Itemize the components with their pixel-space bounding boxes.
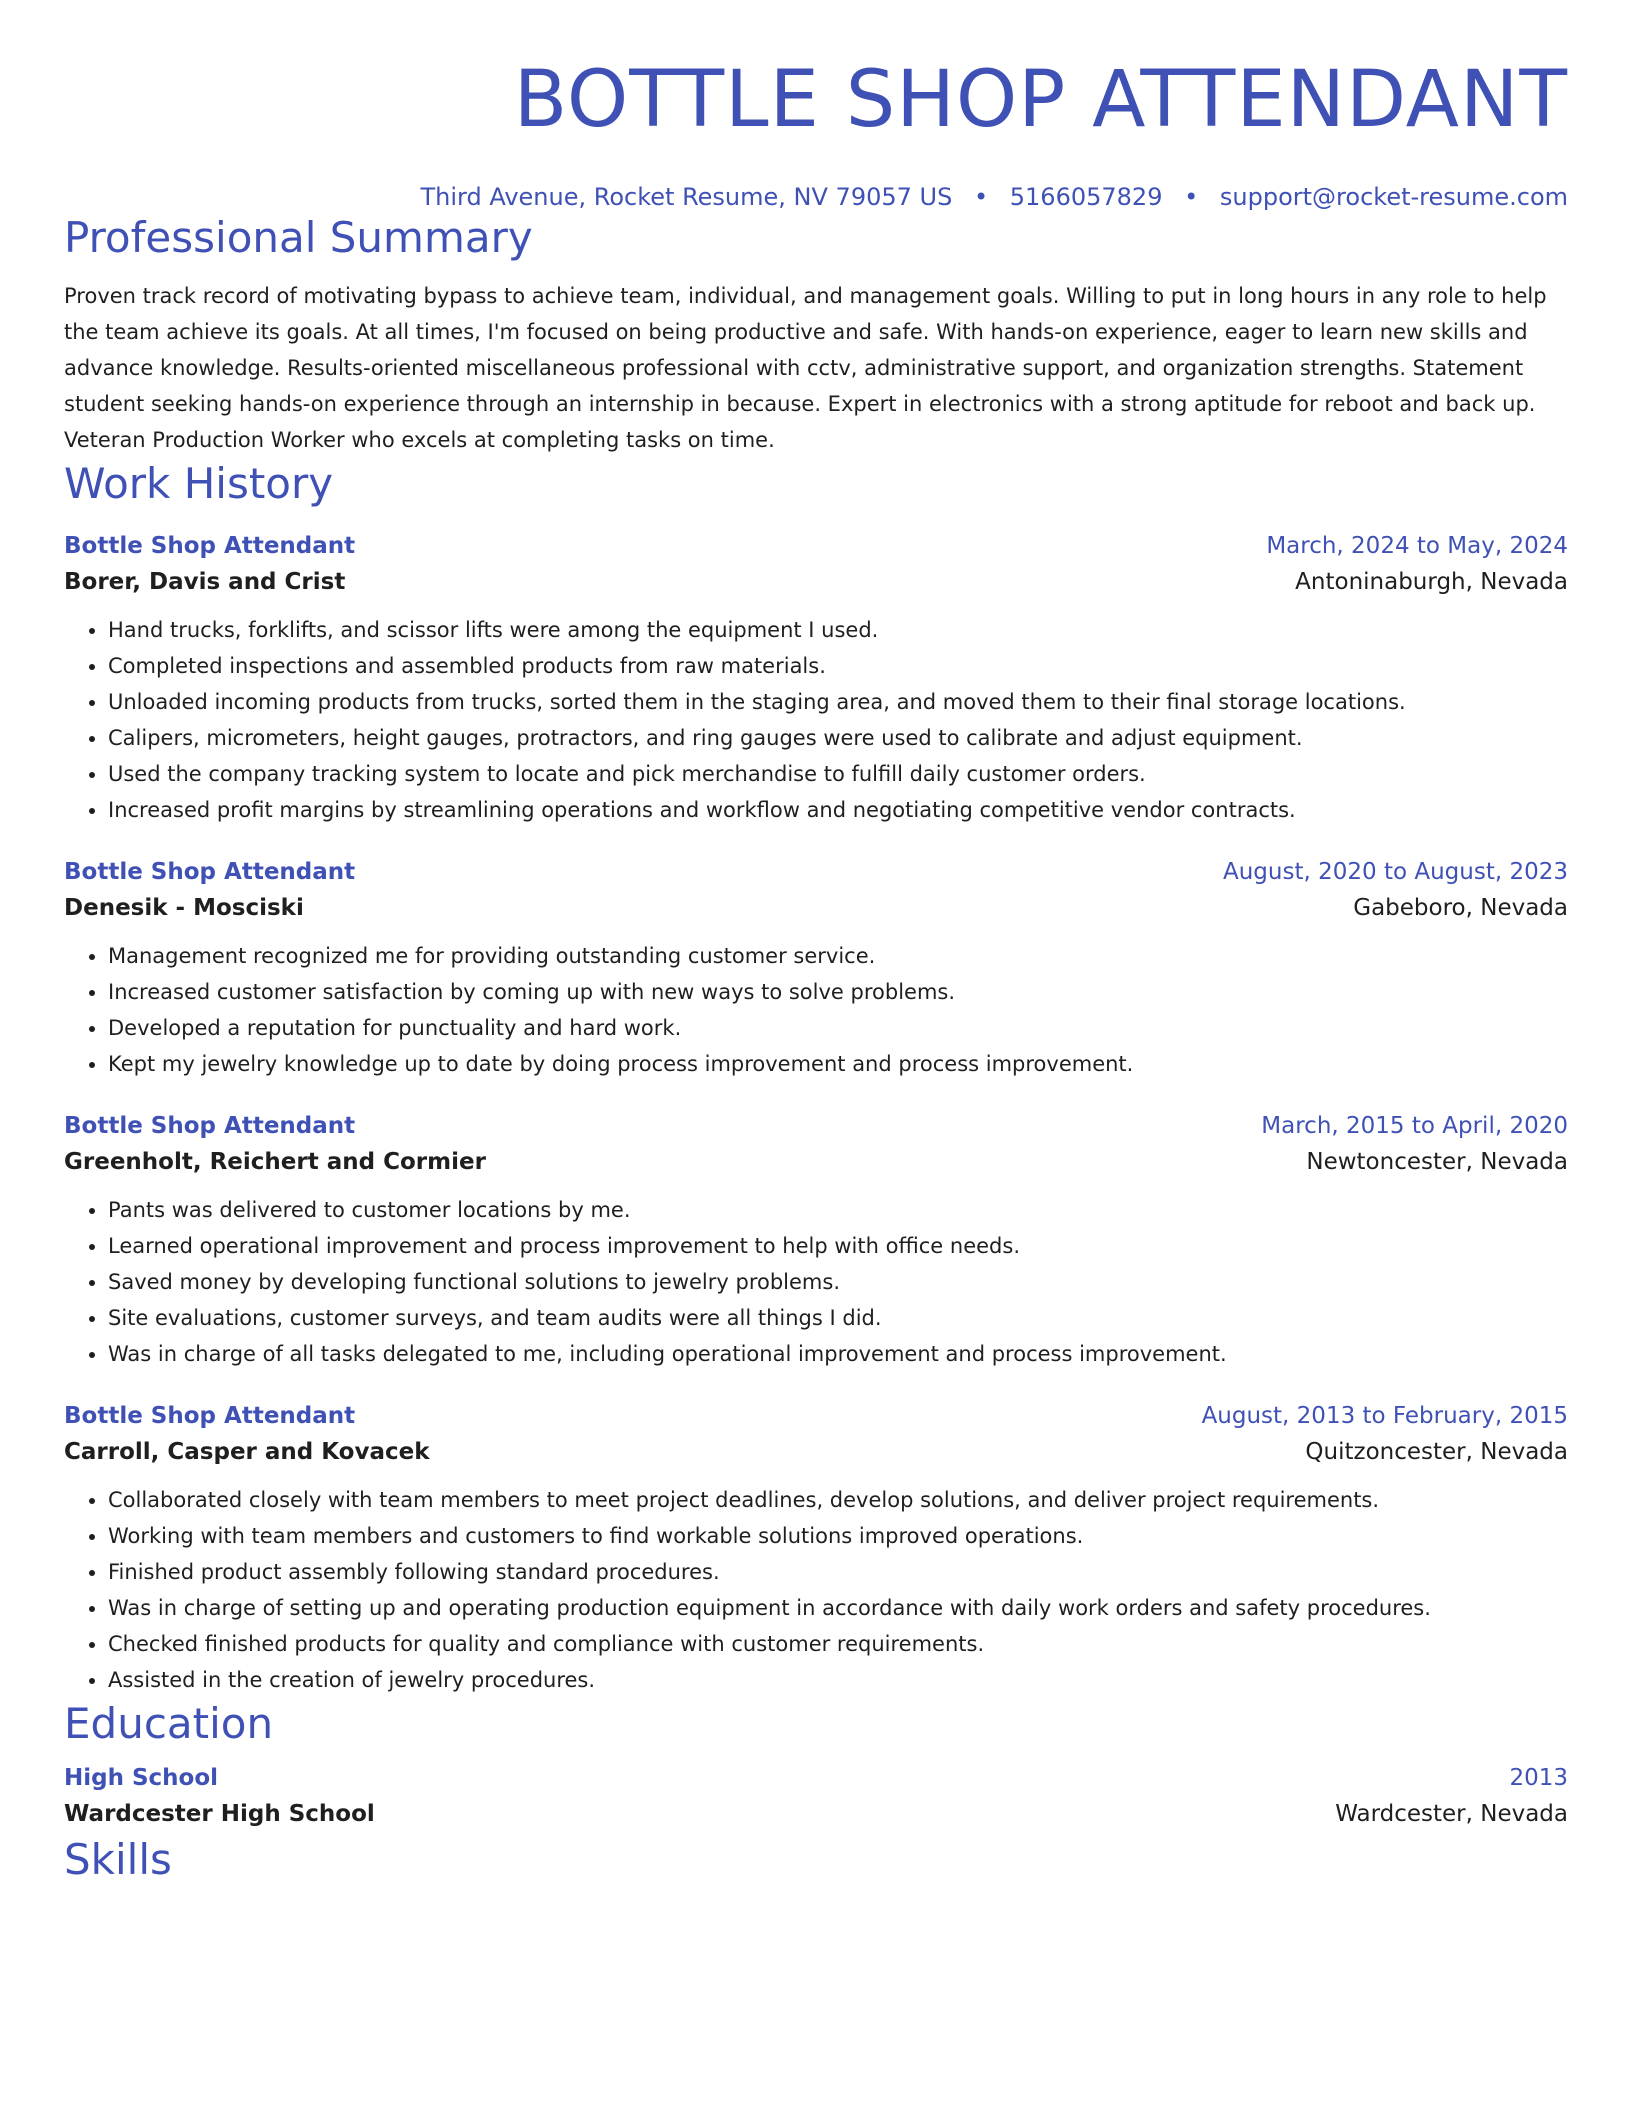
job-bullet: • Assisted in the creation of jewelry procedures. [108,1662,1568,1698]
job-bullet: • Working with team members and customers to find workable solutions improved operations. [108,1518,1568,1554]
contact-separator: • [973,183,989,211]
summary-heading: Professional Summary [64,213,533,262]
job-bullet: • Management recognized me for providing outstanding customer service. [108,938,1568,974]
job-bullet: • Completed inspections and assembled products from raw materials. [108,648,1568,684]
job-location: Gabeboro, Nevada [1353,895,1568,921]
job-bullet: • Calipers, micrometers, height gauges, protractors, and ring gauges were used to calibrate and adjust equipment. [108,720,1568,756]
job-bullet: • Developed a reputation for punctuality and hard work. [108,1010,1568,1046]
job-dates: August, 2020 to August, 2023 [1223,859,1568,885]
job-bullet: • Kept my jewelry knowledge up to date by doing process improvement and process improvement. [108,1046,1568,1082]
contact-line [64,182,1568,212]
job-dates: August, 2013 to February, 2015 [1201,1403,1568,1429]
candidate-name: BOTTLE SHOP ATTENDANT [513,55,1568,145]
job-bullet: • Was in charge of setting up and operating production equipment in accordance with daily work orders and safety procedures. [108,1590,1568,1626]
job-bullet: • Finished product assembly following standard procedures. [108,1554,1568,1590]
job-bullet: • Hand trucks, forklifts, and scissor lifts were among the equipment I used. [108,612,1568,648]
job-bullets [64,1192,1568,1372]
job-bullet: • Checked finished products for quality and compliance with customer requirements. [108,1626,1568,1662]
job-title: Bottle Shop Attendant [64,533,356,559]
job-company: Greenholt, Reichert and Cormier [64,1149,486,1175]
contact-separator: • [1184,183,1199,211]
skills-heading: Skills [64,1835,172,1884]
contact-email: support@rocket-resume.com [1219,183,1568,211]
job-bullet: • Saved money by developing functional solutions to jewelry problems. [108,1264,1568,1300]
contact-address: Third Avenue, Rocket Resume, NV 79057 US [420,183,953,211]
job-dates: March, 2024 to May, 2024 [1266,533,1568,559]
job-location: Newtoncester, Nevada [1306,1149,1568,1175]
job-bullet: • Used the company tracking system to locate and pick merchandise to fulfill daily customer orders. [108,756,1568,792]
education-year: 2013 [1509,1765,1568,1791]
job-bullet: • Site evaluations, customer surveys, and team audits were all things I did. [108,1300,1568,1336]
contact-phone: 5166057829 [1009,183,1163,211]
resume-header [64,0,1568,212]
work-history-heading: Work History [64,459,334,508]
job-bullet: • Increased profit margins by streamlining operations and workflow and negotiating competitive vendor contracts. [108,792,1568,828]
job-company: Borer, Davis and Crist [64,569,346,595]
education-degree: High School [64,1765,219,1791]
job-entry [64,1110,1568,1372]
education-heading: Education [64,1699,274,1748]
job-entry [64,856,1568,1082]
job-location: Quitzoncester, Nevada [1305,1439,1568,1465]
job-bullets [64,612,1568,828]
job-bullet: • Learned operational improvement and process improvement to help with office needs. [108,1228,1568,1264]
resume-page [64,0,1568,1886]
education-location: Wardcester, Nevada [1335,1801,1568,1827]
job-company: Carroll, Casper and Kovacek [64,1439,430,1465]
job-title: Bottle Shop Attendant [64,1403,356,1429]
education-entry [64,1762,1568,1834]
job-bullets [64,938,1568,1082]
job-bullet: • Collaborated closely with team members to meet project deadlines, develop solutions, and deliver project requirements. [108,1482,1568,1518]
job-bullet: • Pants was delivered to customer locations by me. [108,1192,1568,1228]
education-school: Wardcester High School [64,1801,375,1827]
job-dates: March, 2015 to April, 2020 [1261,1113,1568,1139]
job-location: Antoninaburgh, Nevada [1295,569,1568,595]
job-entry [64,530,1568,828]
job-company: Denesik - Mosciski [64,895,304,921]
summary-text: Proven track record of motivating bypass to achieve team, individual, and management goals. Willing to put in long hours in any role to help the team achieve its goals. At all times, I'm focused on being productive and safe. With hands-on experience, eager to learn new skills and advance knowledge. Results-oriented miscellaneous professional with cctv, administrative support, and organization strengths. Statement student seeking hands-on experience through an internship in because. Expert in electronics with a strong aptitude for reboot and back up. Veteran Production Worker who excels at completing tasks on time. [64,284,1547,452]
job-bullets [64,1482,1568,1698]
job-bullet: • Increased customer satisfaction by coming up with new ways to solve problems. [108,974,1568,1010]
job-title: Bottle Shop Attendant [64,1113,356,1139]
job-title: Bottle Shop Attendant [64,859,356,885]
job-bullet: • Unloaded incoming products from trucks, sorted them in the staging area, and moved them to their final storage locations. [108,684,1568,720]
job-bullet: • Was in charge of all tasks delegated to me, including operational improvement and process improvement. [108,1336,1568,1372]
job-entry [64,1400,1568,1698]
